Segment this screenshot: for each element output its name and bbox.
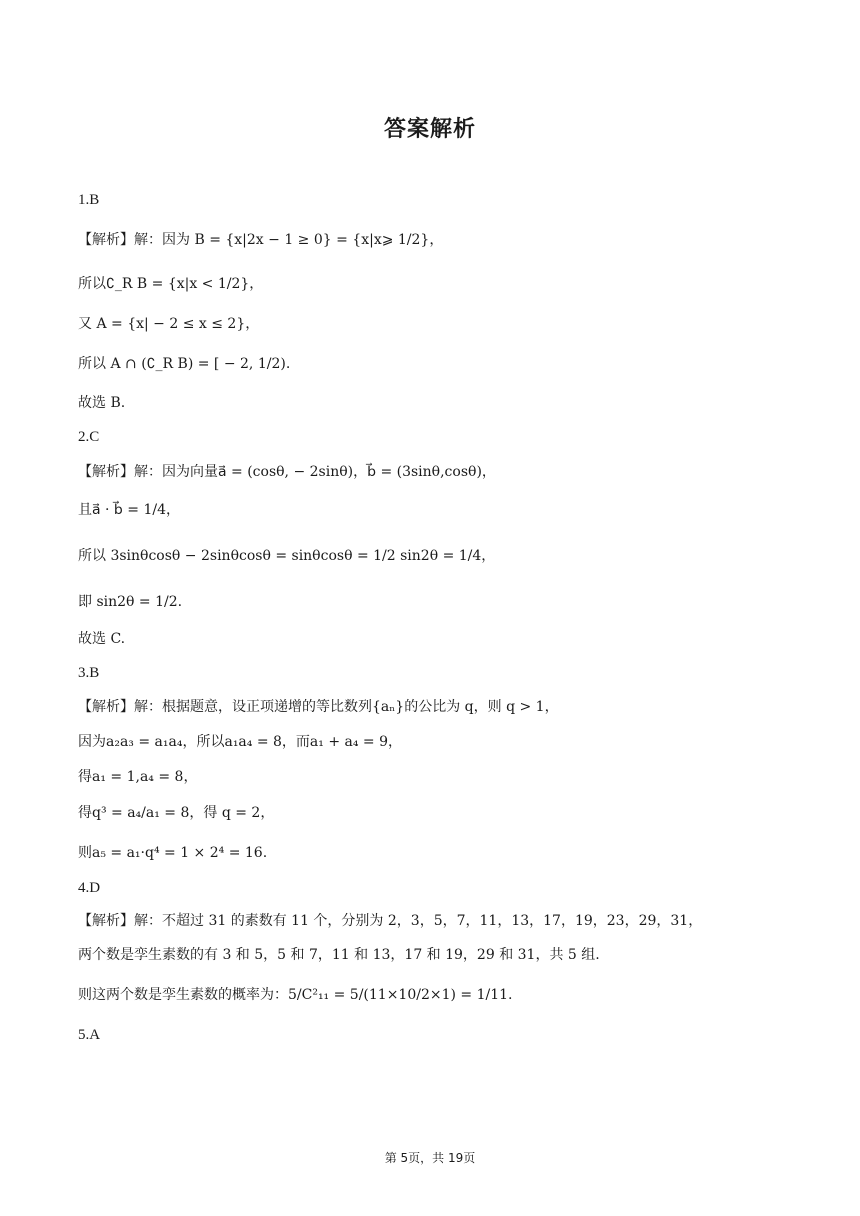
page-footer: 第 5页，共 19页 [384, 1151, 476, 1165]
solution-line: 【解析】解：不超过 31 的素数有 11 个，分别为 2，3，5，7，11，13，17，19，23，29，31， [78, 913, 703, 929]
question-number: 3.B [78, 665, 100, 681]
solution-line: 所以 A ∩ (∁_R B) = [ − 2, 1/2). [78, 356, 291, 372]
solution-line: 又 A = {x| − 2 ≤ x ≤ 2}， [78, 316, 260, 332]
solution-line: 所以∁_R B = {x|x < 1/2}， [78, 276, 264, 292]
solution-line: 【解析】解：因为向量a⃗ = (cosθ, − 2sinθ)，b⃗ = (3sinθ,cosθ)， [78, 464, 496, 480]
solution-line: 得q³ = a₄/a₁ = 8，得 q = 2， [78, 805, 275, 821]
solution-line: 两个数是孪生素数的有 3 和 5，5 和 7，11 和 13，17 和 19，29 和 31，共 5 组. [78, 947, 600, 963]
solution-line: 则a₅ = a₁·q⁴ = 1 × 2⁴ = 16. [78, 845, 268, 861]
question-number: 5.A [78, 1027, 101, 1043]
solution-line: 所以 3sinθcosθ − 2sinθcosθ = sinθcosθ = 1/2 sin2θ = 1/4， [78, 548, 496, 564]
solution-line: 因为a₂a₃ = a₁a₄，所以a₁a₄ = 8，而a₁ + a₄ = 9， [78, 734, 403, 750]
solution-line: 即 sin2θ = 1/2. [78, 594, 183, 610]
question-number: 1.B [78, 192, 100, 208]
solution-line: 【解析】解：因为 B = {x|2x − 1 ≥ 0} = {x|x⩾ 1/2}， [78, 232, 444, 248]
solution-line: 得a₁ = 1,a₄ = 8， [78, 769, 198, 785]
question-number: 2.C [78, 429, 100, 445]
solution-line: 则这两个数是孪生素数的概率为：5/C²₁₁ = 5/(11×10/2×1) = 1/11. [78, 987, 513, 1003]
question-number: 4.D [78, 880, 101, 896]
page-title: 答案解析 [383, 117, 476, 142]
solution-line: 【解析】解：根据题意，设正项递增的等比数列{aₙ}的公比为 q，则 q > 1， [78, 699, 559, 715]
solution-line: 且a⃗ · b⃗ = 1/4， [78, 502, 180, 518]
solution-line: 故选 B. [78, 395, 126, 411]
solution-line: 故选 C. [78, 631, 126, 647]
